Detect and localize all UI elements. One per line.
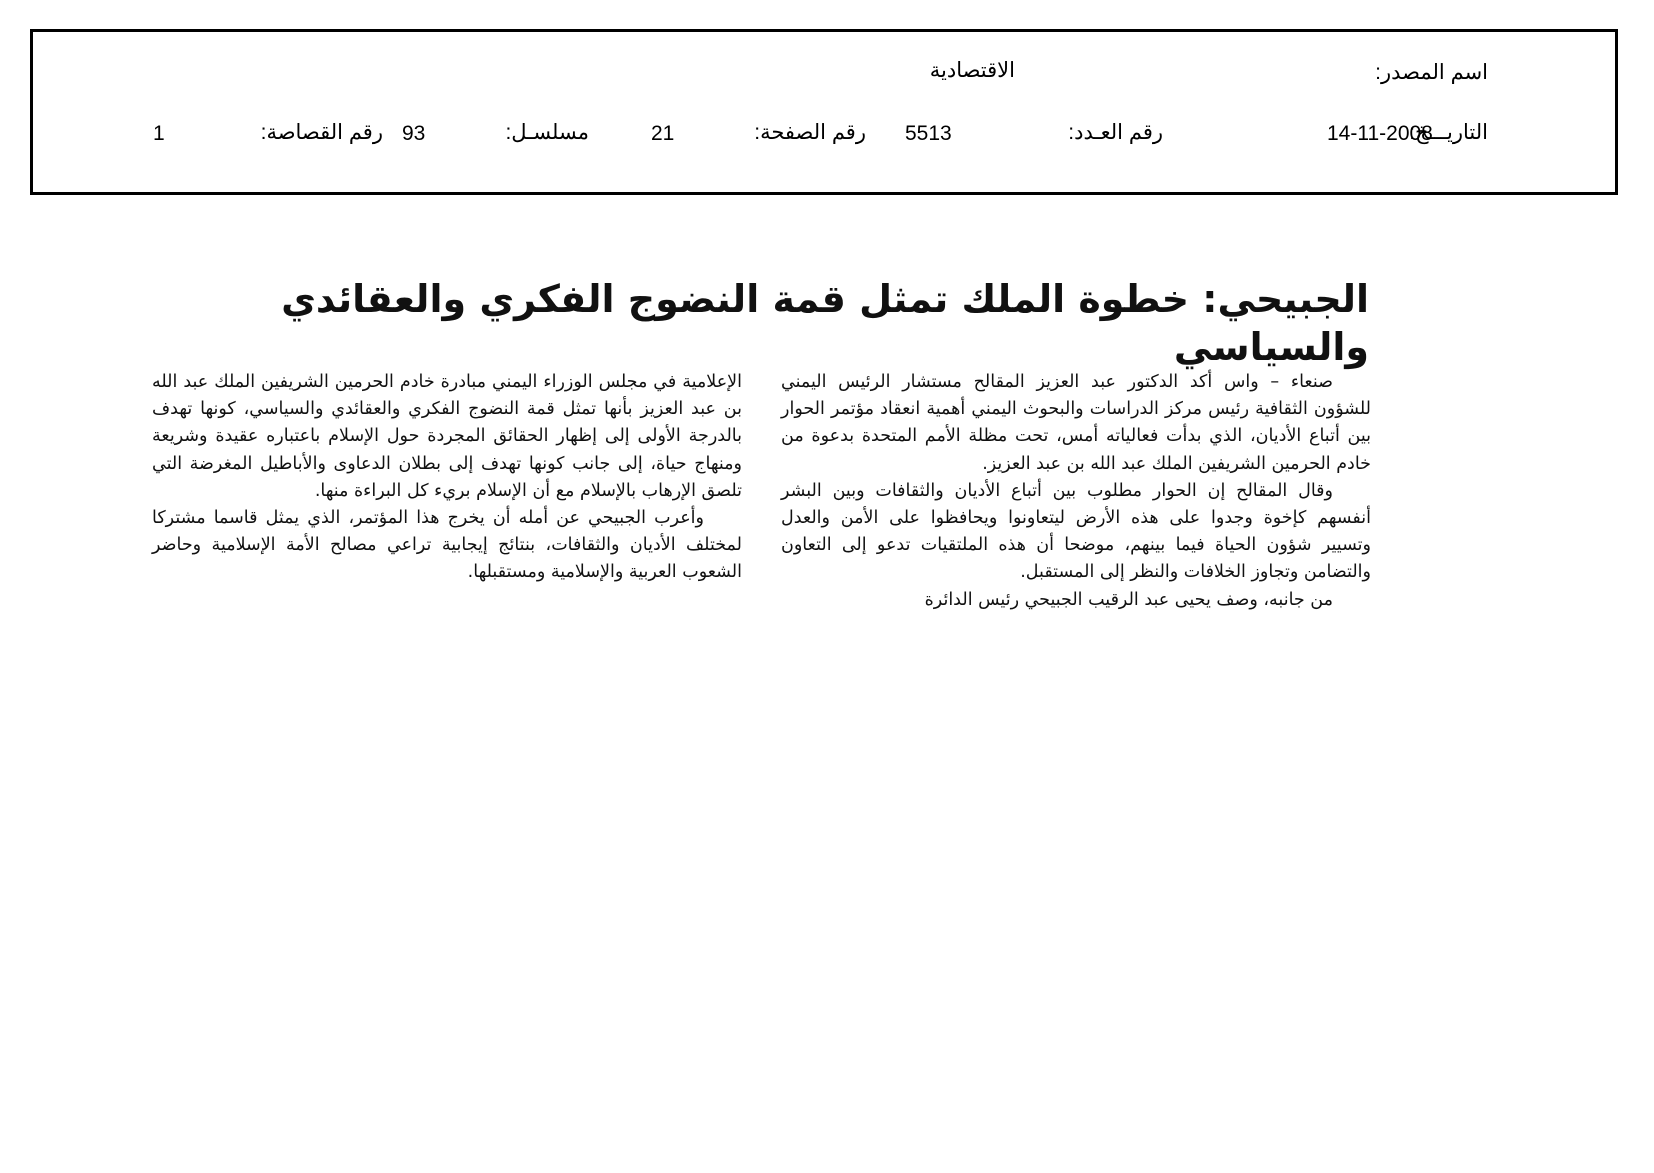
source-label: اسم المصدر: (1375, 61, 1488, 84)
page-label: رقم الصفحة: (754, 121, 866, 144)
clip-label: رقم القصاصة: (260, 121, 383, 144)
page-value: 21 (651, 122, 675, 145)
date-value: 14-11-2008 (1327, 122, 1433, 145)
paragraph: من جانبه، وصف يحيى عبد الرقيب الجبيحي رئيس الدائرة (924, 589, 1333, 610)
article-headline: الجبيحي: خطوة الملك تمثل قمة النضوج الفكري والعقائدي والسياسي (281, 277, 1369, 369)
issue-value: 5513 (905, 122, 952, 145)
paragraph: صنعاء – واس أكد الدكتور عبد العزيز المقالح مستشار الرئيس اليمني للشؤون الثقافية رئيس مركز الدراسات والبحوث اليمني أهمية انعقاد مؤتمر الحوار بين أتباع الأديان، الذي بدأت فعالياته أمس، تحت مظلة الأمم المتحدة بدعوة من خادم الحرمين الشريفين الملك عبد الله بن عبد العزيز. (781, 372, 1371, 474)
serial-label: مسلسـل: (505, 121, 589, 144)
paragraph: وقال المقالح إن الحوار مطلوب بين أتباع الأديان والثقافات وبين البشر أنفسهم كإخوة وجدوا على هذه الأرض ليتعاونوا ويحافظوا على الأمن والعدل وتسيير شؤون الحياة فيما بينهم، موضحا أن هذه الملتقيات تدعو إلى التعاون والتضامن وتجاوز الخلافات والنظر إلى المستقبل. (781, 480, 1371, 583)
serial-value: 93 (402, 122, 426, 145)
article-column-right (781, 369, 1371, 614)
date-label: التاريـــخ: (1409, 121, 1488, 144)
issue-label: رقم العـدد: (1068, 121, 1163, 144)
clip-value: 1 (153, 122, 165, 145)
clipping-header-box (30, 29, 1618, 195)
paragraph: الإعلامية في مجلس الوزراء اليمني مبادرة خادم الحرمين الشريفين الملك عبد الله بن عبد العزيز بأنها تمثل قمة النضوج الفكري والعقائدي والسياسي، كونها تهدف بالدرجة الأولى إلى إظهار الحقائق المجردة حول الإسلام باعتباره عقيدة وشريعة ومنهاج حياة، إلى جانب كونها تهدف إلى بطلان الدعاوى والأباطيل المغرضة التي تلصق الإرهاب بالإسلام مع أن الإسلام بريء كل البراءة منها. (152, 372, 742, 501)
article-column-left (152, 369, 742, 587)
paragraph: وأعرب الجبيحي عن أمله أن يخرج هذا المؤتمر، الذي يمثل قاسما مشتركا لمختلف الأديان والثقافات، بنتائج إيجابية تراعي مصالح الأمة الإسلامية وحاضر الشعوب العربية والإسلامية ومستقبلها. (152, 508, 742, 583)
source-value: الاقتصادية (929, 59, 1015, 82)
